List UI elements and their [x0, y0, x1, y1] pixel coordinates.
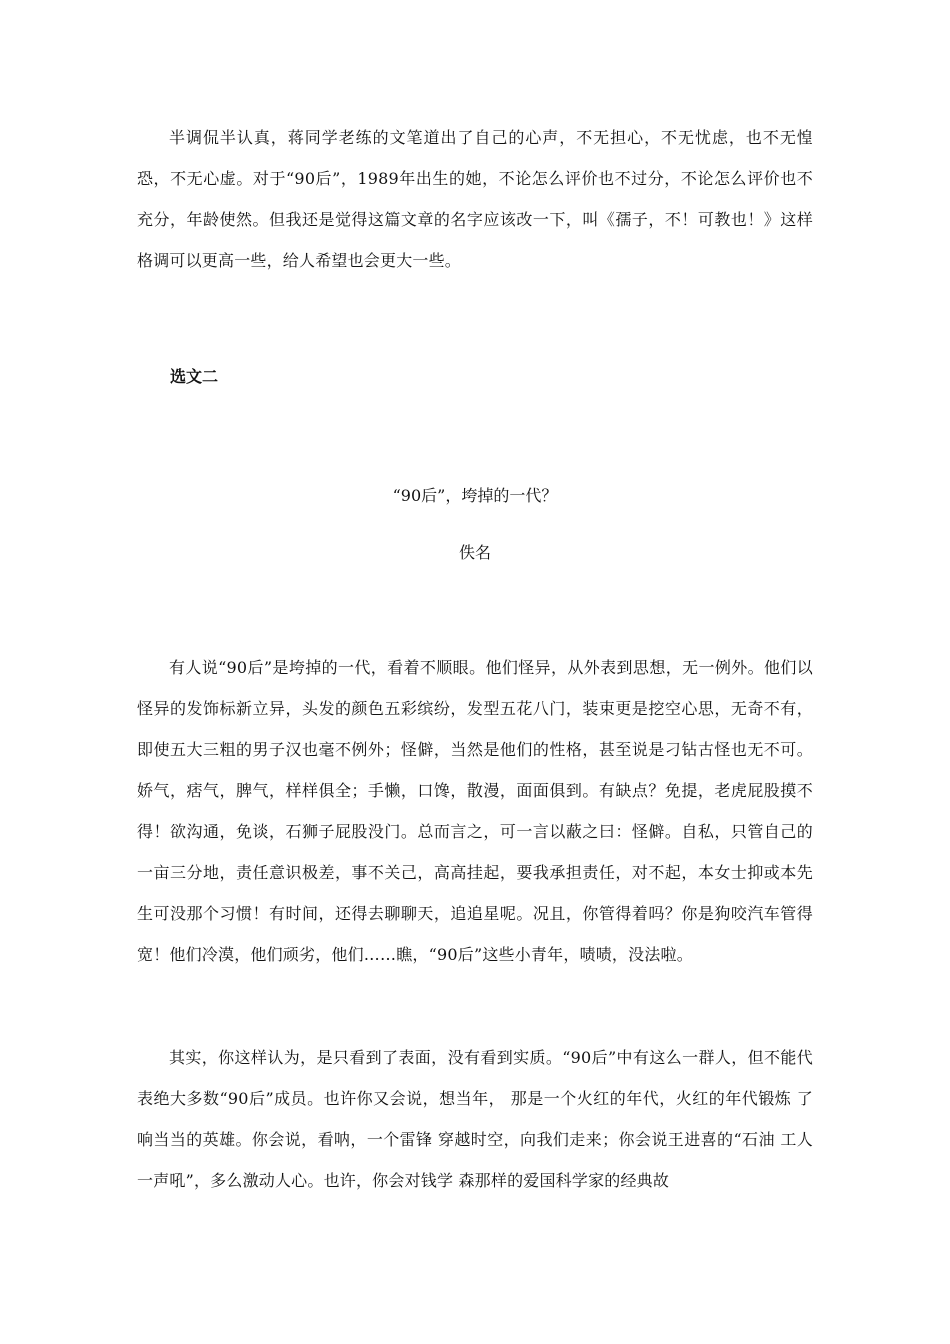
- article-title: “90后”，垮掉的一代？: [392, 486, 558, 505]
- article-author: 佚名: [458, 543, 491, 562]
- section-heading: 选文二: [170, 367, 219, 386]
- paragraph-body-2: 其实，你这样认为，是只看到了表面，没有看到实质。“90后”中有这么一群人，但不能代表绝大多数“90后”成员。也许你又会说，想当年， 那是一个火红的年代，火红的年代锻炼 了响当当的英雄。你会说，看呐，一个雷锋 穿越时空，向我们走来；你会说王进喜的“石油 工人一声吼”，多么激动人心。也许，你会对钱学 森那样的爱国科学家的经典故: [137, 1048, 813, 1190]
- paragraph-body-1: 有人说“90后”是垮掉的一代，看着不顺眼。他们怪异，从外表到思想，无一例外。他们以怪异的发饰标新立异，头发的颜色五彩缤纷，发型五花八门，装束更是挖空心思，无奇不有，即使五大三粗的男子汉也毫不例外；怪僻，当然是他们的性格，甚至说是刁钻古怪也无不可。娇气，痞气，脾气，样样俱全；手懒，口馋，散漫，面面俱到。有缺点？免提，老虎屁股摸不得！欲沟通，免谈，石狮子屁股没门。总而言之，可一言以蔽之曰：怪僻。自私，只管自己的一亩三分地，责任意识极差，事不关己，高高挂起，要我承担责任，对不起，本女士抑或本先生可没那个习惯！有时间，还得去聊聊天，追追星呢。况且，你管得着吗？你是狗咬汽车管得宽！他们冷漠，他们顽劣，他们……瞧，“90后”这些小青年，啧啧，没法啦。: [137, 658, 813, 964]
- paragraph-intro-commentary: 半调侃半认真，蒋同学老练的文笔道出了自己的心声，不无担心，不无忧虑，也不无惶恐，不无心虚。对于“90后”，1989年出生的她，不论怎么评价也不过分，不论怎么评价也不充分，年龄使然。但我还是觉得这篇文章的名字应该改一下，叫《孺子，不！可教也！》这样格调可以更高一些，给人希望也会更大一些。: [137, 128, 813, 270]
